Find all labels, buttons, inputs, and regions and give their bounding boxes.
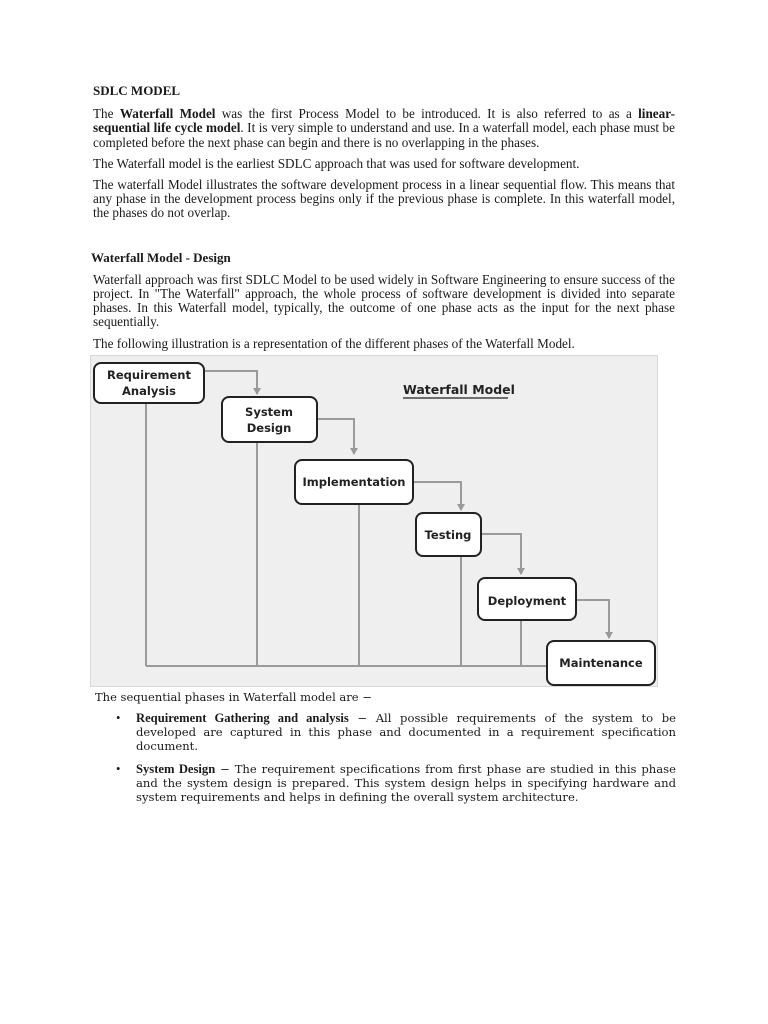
bullet: • xyxy=(116,711,121,725)
text-run: . It is very simple to understand and use. In a waterfall model, each phase must be completed before the next phase can begin and there is no overlapping in the phases. xyxy=(93,120,675,150)
diagram-title: Waterfall Model xyxy=(403,382,515,397)
phase-box-system-design xyxy=(222,397,317,442)
phase-list xyxy=(116,711,676,812)
list-item xyxy=(116,711,676,754)
phase-label: Maintenance xyxy=(559,656,643,670)
page-title: SDLC MODEL xyxy=(93,83,181,98)
phase-label: Analysis xyxy=(122,384,176,398)
bold-term-waterfall-model: Waterfall Model xyxy=(119,106,216,122)
intro-paragraph-2: The Waterfall model is the earliest SDLC approach that was used for software development. xyxy=(93,155,580,171)
intro-paragraph-3: The waterfall Model illustrates the software development process in a linear sequential flow. This means that any phase in the development process begins only if the previous phase is complete. In this waterfall model, the phases do not overlap. xyxy=(93,177,675,221)
phase-label: System xyxy=(245,405,293,419)
phase-label: Design xyxy=(246,421,292,435)
phase-label: Requirement xyxy=(107,368,191,382)
list-item-term: Requirement Gathering and analysis xyxy=(136,711,349,725)
phase-label: Implementation xyxy=(302,475,406,489)
waterfall-diagram xyxy=(90,355,658,687)
document-body xyxy=(93,84,675,358)
text-run: was the first Process Model to be introduced. It is also referred to as a xyxy=(215,106,639,122)
list-item-description: All possible requirements of the system to be developed are captured in this phase and documented in a requirement specification document. xyxy=(136,711,676,754)
bullet: • xyxy=(116,761,121,776)
design-paragraph-1: Waterfall approach was first SDLC Model to be used widely in Software Engineering to ensure success of the project. In "The Waterfall" approach, the whole process of software development is divided into separate phases. In this Waterfall model, typically, the outcome of one phase acts as the input for the next phase sequentially. xyxy=(93,271,675,330)
phase-label: Testing xyxy=(424,528,472,542)
section-heading-design: Waterfall Model - Design xyxy=(91,249,231,265)
list-item-description: The requirement specifications from first phase are studied in this phase and the system design is prepared. This system design helps in specifying hardware and system requirements and helps in defining the overall system architecture. xyxy=(136,761,676,805)
list-item-term: System Design xyxy=(136,761,216,776)
waterfall-diagram-svg xyxy=(91,356,657,686)
phase-label: Deployment xyxy=(487,594,567,608)
design-paragraph-2: The following illustration is a representation of the different phases of the Waterfall Model. xyxy=(93,335,575,351)
list-item xyxy=(116,762,676,805)
list-item-dash: − xyxy=(348,711,376,725)
bold-term-linear-sequential: linear-sequential life cycle model xyxy=(93,106,675,136)
text-run: The xyxy=(93,106,120,122)
intro-paragraph-1 xyxy=(93,107,675,150)
list-intro: The sequential phases in Waterfall model are − xyxy=(95,690,372,704)
list-item-dash: − xyxy=(215,761,235,776)
